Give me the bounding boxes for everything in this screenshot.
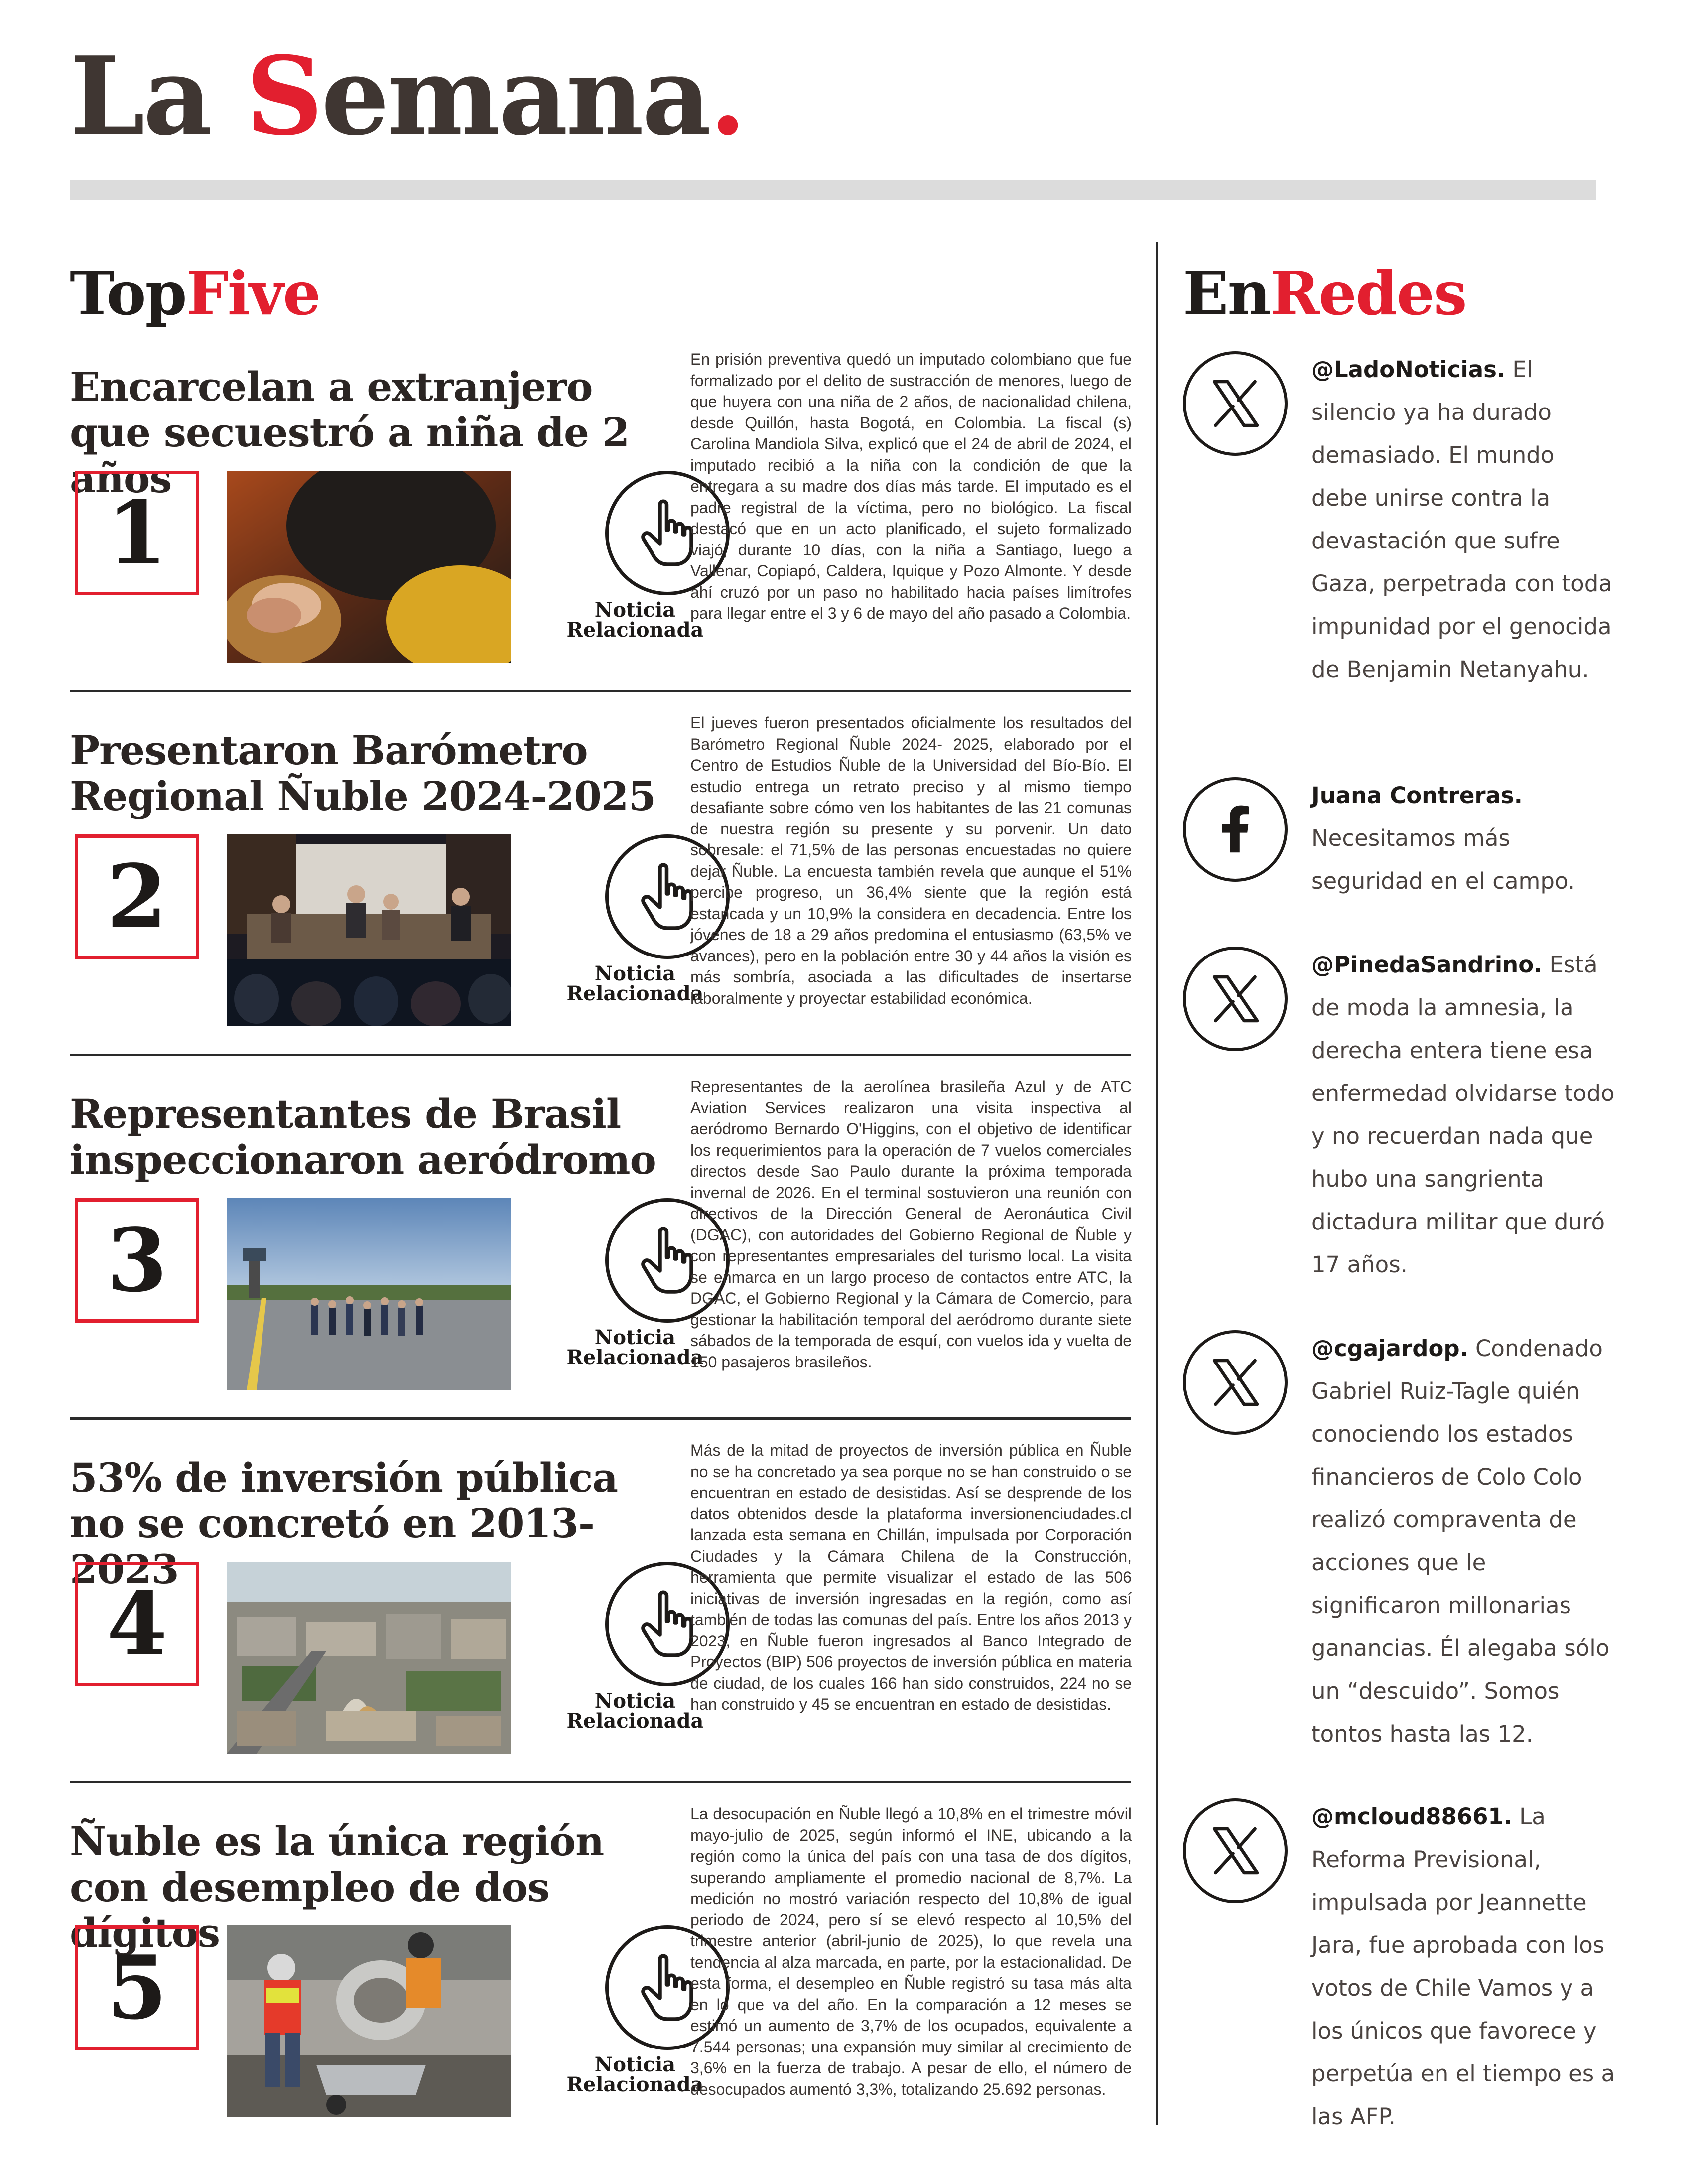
x-icon[interactable] bbox=[1183, 947, 1288, 1051]
story-body: Representantes de la aerolínea brasileña Azul y de ATC Aviation Services realizaron una visita inspectiva al aeródromo Bernardo O'Higgins, con el objetivo de identificar los requerimientos para la operación de 7 vuelos comerciales directos desde Sao Paulo durante la próxima temporada invernal de 2026. En el terminal sostuvieron una reunión con directivos de la Dirección General de Aeronáutica Civil (DGAC), con autoridades del Gobierno Regional de Ñuble y con representantes empresariales del turismo local. La visita se enmarca en un largo proceso de contactos entre ATC, la DGAC, el Gobierno Regional y la Cámara de Comercio, para gestionar la habilitación temporal del aeródromo durante siete sábados de la temporada de esquí, con vuelos ida y vuelta de 150 pasajeros brasileños. bbox=[690, 1078, 1132, 1371]
masthead-dot: . bbox=[709, 33, 745, 159]
en-redes-title-b: Redes bbox=[1270, 259, 1466, 329]
related-label-line1: Noticia bbox=[594, 1689, 676, 1713]
related-label-line2: Relacionada bbox=[566, 1709, 704, 1733]
story-photo[interactable] bbox=[227, 834, 511, 1026]
post-text bbox=[1311, 944, 1615, 1286]
post-body: Está de moda la amnesia, la derecha entera tiene esa enfermedad olvidarse todo y no recuerdan nada que hubo una sangrienta dictadura militar que duró 17 años. bbox=[1311, 952, 1615, 1278]
top-five-title-a: Top bbox=[70, 259, 186, 329]
x-icon[interactable] bbox=[1183, 351, 1288, 456]
en-redes-title-a: En bbox=[1183, 259, 1270, 329]
masthead-divider-bar bbox=[70, 180, 1596, 200]
rank-number: 4 bbox=[107, 1573, 167, 1675]
related-label-line2: Relacionada bbox=[566, 2073, 704, 2096]
story-photo[interactable] bbox=[227, 1562, 511, 1754]
story-title[interactable]: 53% de inversión pública no se concretó en 2013-2023 bbox=[70, 1454, 618, 1593]
story-body: La desocupación en Ñuble llegó a 10,8% en el trimestre móvil mayo-julio de 2025, según informó el INE, ubicando a la región como la única del país con una tasa de dos dígitos, superando ampliamente el promedio nacional de 8,7%. La medición no mostró variación respecto del 10,8% de igual periodo de 2024, pero sí se elevó respecto al 10,5% del trimestre anterior (abril-junio de 2025), lo que revela una tendencia al alza marcada, en parte, por la estacionalidad. De esta forma, el desempleo en Ñuble registró su tasa más alta en lo que va del año. En la comparación a 12 meses se estimó un aumento de 3,7% de los ocupados, equivalente a 7.544 personas; una expansión muy similar al crecimiento de 3,6% en la fuerza de trabajo. A pesar de ello, el número de desocupados aumentó 3,3%, totalizando 25.692 personas. bbox=[690, 1805, 1132, 2098]
related-label-line1: Noticia bbox=[594, 2053, 676, 2076]
related-label-line1: Noticia bbox=[594, 962, 676, 985]
masthead-title bbox=[70, 33, 745, 159]
post-handle[interactable]: @LadoNoticias. bbox=[1311, 356, 1506, 383]
masthead-part1: La bbox=[70, 33, 246, 159]
story-photo[interactable] bbox=[227, 1198, 511, 1390]
x-icon[interactable] bbox=[1183, 1330, 1288, 1435]
related-label-line2: Relacionada bbox=[566, 982, 704, 1005]
story-photo[interactable] bbox=[227, 471, 511, 663]
story-5 bbox=[70, 1803, 1131, 2167]
post-text bbox=[1311, 1795, 1615, 2138]
story-photo[interactable] bbox=[227, 1925, 511, 2117]
story-2 bbox=[70, 712, 1131, 1076]
post-body: Condenado Gabriel Ruiz-Tagle quién conociendo los estados financieros de Colo Colo realizó compraventa de acciones que le significaron millonarias ganancias. Él alegaba sólo un “descuido”. Somos tontos hasta las 12. bbox=[1311, 1335, 1610, 1747]
rank-box bbox=[75, 834, 199, 959]
story-body: En prisión preventiva quedó un imputado colombiano que fue formalizado por el delito de sustracción de menores, luego de que huyera con una niña de 2 años, de nacionalidad chilena, desde Quillón, hasta Bogotá, en Colombia. La fiscal (s) Carolina Mandiola Silva, explicó que el 24 de abril de 2024, el imputado recibió a la niña con la condición de que la entregara a su madre dos días más tarde. El imputado es el padre registral de la víctima, pero no biológico. La fiscal destacó que en un acto planificado, el sujeto formalizado viajó, durante 10 días, con la niña a Santiago, luego a Vallenar, Copiapó, Caldera, Iquique y Pozo Almonte. Y desde ahí cruzó por un paso no habilitado hacia países limítrofes para llegar entre el 3 y 6 de mayo del año pasado a Colombia. bbox=[690, 350, 1132, 622]
column-divider bbox=[1156, 242, 1158, 2125]
rank-number: 2 bbox=[107, 845, 167, 948]
post-text bbox=[1311, 348, 1615, 691]
story-4 bbox=[70, 1440, 1131, 1803]
en-redes-title bbox=[1183, 259, 1466, 329]
rank-number: 3 bbox=[107, 1209, 167, 1312]
post-body: El silencio ya ha durado demasiado. El mundo debe unirse contra la devastación que sufre Gaza, perpetrada con toda impunidad por el genocida de Benjamin Netanyahu. bbox=[1311, 356, 1612, 682]
x-icon[interactable] bbox=[1183, 1798, 1288, 1903]
rank-box bbox=[75, 1562, 199, 1686]
masthead-part2: emana bbox=[321, 33, 709, 159]
story-body: Más de la mitad de proyectos de inversión pública en Ñuble no se ha concretado ya sea porque no se han construido o se encuentran en estado de desistidas. Así se desprende de los datos obtenidos desde la plataforma inversionenciudades.cl lanzada esta semana en Chillán, impulsada por Corporación Ciudades y la Cámara Chilena de la Construcción, herramienta que permite visualizar el estado de las 506 iniciativas de inversión ingresadas en la región, como así también de todas las comunas del país. Entre los años 2013 y 2023, en Ñuble fueron ingresados al Banco Integrado de Proyectos (BIP) 506 proyectos de inversión pública en materia de ciudad, de los cuales 166 han sido construidos, 224 no se han construido y 45 se encuentran en estado de desistidas. bbox=[690, 1441, 1132, 1713]
post-handle[interactable]: @cgajardop. bbox=[1311, 1335, 1468, 1362]
post-body: Necesitamos más seguridad en el campo. bbox=[1311, 825, 1575, 894]
post-body: La Reforma Previsional, impulsada por Jeannette Jara, fue aprobada con los votos de Chile Vamos y a los únicos que favorece y perpetúa en el tiempo es a las AFP. bbox=[1311, 1803, 1615, 2130]
post-handle[interactable]: @PinedaSandrino. bbox=[1311, 952, 1543, 978]
facebook-icon[interactable] bbox=[1183, 777, 1288, 882]
story-divider bbox=[70, 1781, 1131, 1783]
top-five-title-b: Five bbox=[186, 259, 320, 329]
related-label-line1: Noticia bbox=[594, 1326, 676, 1349]
rank-box bbox=[75, 1198, 199, 1323]
related-label-line2: Relacionada bbox=[566, 618, 704, 642]
rank-number: 5 bbox=[107, 1936, 167, 2039]
story-title[interactable]: Representantes de Brasil inspeccionaron aeródromo bbox=[70, 1091, 656, 1183]
story-body: El jueves fueron presentados oficialmente los resultados del Barómetro Regional Ñuble 2024- 2025, elaborado por el Centro de Estudios Ñuble de la Universidad del Bío-Bío. El estudio entrega un retrato preciso y al mismo tiempo desafiante sobre cómo ven los habitantes de las 21 comunas de nuestra región su presente y su porvenir. Un dato sobresale: el 71,5% de las personas encuestadas no quiere dejar Ñuble. La encuesta también revela que aunque el 51% percibe progreso, un 36,4% siente que la región está estancada y un 10,9% la considera en decadencia. Entre los jóvenes de 18 a 29 años predomina el entusiasmo (63,5% ve avances), pero en la población entre 30 y 44 años la visión es más sombría, asociada a las dificultades de insertarse laboralmente y proyectar estabilidad económica. bbox=[690, 714, 1132, 1007]
rank-box bbox=[75, 1925, 199, 2050]
story-title[interactable]: Encarcelan a extranjero que secuestró a niña de 2 años bbox=[70, 363, 630, 502]
post-text bbox=[1311, 774, 1615, 903]
masthead-highlight: S bbox=[246, 33, 321, 159]
story-3 bbox=[70, 1076, 1131, 1440]
story-1 bbox=[70, 349, 1131, 712]
related-label-line2: Relacionada bbox=[566, 1346, 704, 1369]
top-five-title bbox=[70, 259, 320, 329]
rank-number: 1 bbox=[107, 482, 167, 584]
post-handle[interactable]: @mcloud88661. bbox=[1311, 1803, 1512, 1830]
post-handle[interactable]: Juana Contreras. bbox=[1311, 782, 1523, 809]
post-text bbox=[1311, 1327, 1615, 1756]
story-title[interactable]: Presentaron Barómetro Regional Ñuble 2024-2025 bbox=[70, 727, 656, 819]
story-divider bbox=[70, 1054, 1131, 1056]
story-divider bbox=[70, 690, 1131, 692]
story-title[interactable]: Ñuble es la única región con desempleo de dos dígitos bbox=[70, 1818, 604, 1956]
story-divider bbox=[70, 1417, 1131, 1420]
related-label-line1: Noticia bbox=[594, 598, 676, 622]
rank-box bbox=[75, 471, 199, 595]
